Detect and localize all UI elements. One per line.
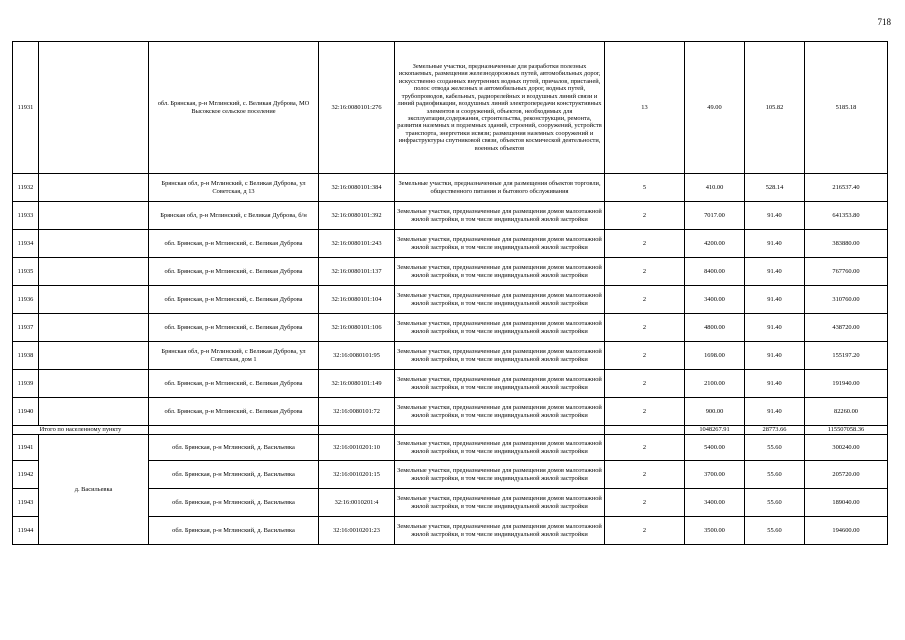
empty-cell — [39, 42, 149, 174]
cadastral-number-cell: 32:16:0080101:104 — [319, 286, 395, 314]
cadastral-number-cell: 32:16:0080101:149 — [319, 370, 395, 398]
usage-cell: Земельные участки, предназначенные для размещения домов малоэтажной жилой застройки, в том числе индивидуальной жилой застройки — [395, 435, 605, 461]
cadastral-number-cell: 32:16:0080101:276 — [319, 42, 395, 174]
row-number: 11940 — [13, 398, 39, 426]
empty-cell — [39, 202, 149, 230]
area-cell: 49.00 — [685, 42, 745, 174]
address-cell: обл. Брянская, р-н Мглинский, с. Великая Дуброва — [149, 370, 319, 398]
page-number: 718 — [877, 17, 891, 27]
group-cell: 2 — [605, 230, 685, 258]
area-cell: 5400.00 — [685, 435, 745, 461]
specific-value-cell: 55.60 — [745, 435, 805, 461]
specific-value-cell: 91.40 — [745, 202, 805, 230]
empty-cell — [39, 370, 149, 398]
table-row — [13, 286, 888, 314]
group-cell: 13 — [605, 42, 685, 174]
address-cell: Брянская обл, р-н Мглинский, с Великая Дуброва, б/н — [149, 202, 319, 230]
usage-cell: Земельные участки, предназначенные для размещения объектов торговли, общественного питания и бытового обслуживания — [395, 174, 605, 202]
address-cell: обл. Брянская, р-н Мглинский, д. Васильевка — [149, 517, 319, 545]
usage-cell: Земельные участки, предназначенные для размещения домов малоэтажной жилой застройки, в том числе индивидуальной жилой застройки — [395, 202, 605, 230]
empty-cell — [39, 258, 149, 286]
usage-cell: Земельные участки, предназначенные для размещения домов малоэтажной жилой застройки, в том числе индивидуальной жилой застройки — [395, 230, 605, 258]
row-number: 11935 — [13, 258, 39, 286]
specific-value-cell: 91.40 — [745, 286, 805, 314]
row-number: 11931 — [13, 42, 39, 174]
specific-value-cell: 91.40 — [745, 370, 805, 398]
empty-cell — [39, 342, 149, 370]
cadastral-number-cell: 32:16:0080101:72 — [319, 398, 395, 426]
area-cell: 2100.00 — [685, 370, 745, 398]
address-cell: обл. Брянская, р-н Мглинский, с. Великая Дуброва — [149, 398, 319, 426]
usage-cell: Земельные участки, предназначенные для размещения домов малоэтажной жилой застройки, в том числе индивидуальной жилой застройки — [395, 489, 605, 517]
table-row — [13, 230, 888, 258]
group-cell: 2 — [605, 370, 685, 398]
row-number: 11937 — [13, 314, 39, 342]
area-cell: 4200.00 — [685, 230, 745, 258]
cadastral-value-cell: 155197.20 — [805, 342, 888, 370]
cadastral-value-cell: 191940.00 — [805, 370, 888, 398]
total-specific-value-cell: 28773.66 — [745, 426, 805, 435]
specific-value-cell: 528.14 — [745, 174, 805, 202]
row-number: 11933 — [13, 202, 39, 230]
area-cell: 7017.00 — [685, 202, 745, 230]
usage-cell: Земельные участки, предназначенные для разработки полезных ископаемых, размещения железнодорожных путей, автомобильных дорог, искусственно созданных внутренних водных путей, причалов, пристаней, полос отвода железных и автомобильных дорог, водных путей, трубопроводов, кабельных, радиорелейных и воздушных линий связи и линий радиофикации, воздушных линий электропередачи конструктивных элементов и сооружений, объектов, необходимых для эксплуатации,содержания, строительства, реконструкции, ремонта, развития наземных и подземных зданий, строений, сооружений, устройств транспорта, энергетики исвязи; размещения наземных сооружений и инфраструктуры спутниковой связи, объектов космической деятельности, военных объектов — [395, 42, 605, 174]
specific-value-cell: 55.60 — [745, 461, 805, 489]
empty-cell — [39, 230, 149, 258]
table-row — [13, 202, 888, 230]
cadastral-value-cell: 216537.40 — [805, 174, 888, 202]
group-cell: 2 — [605, 202, 685, 230]
address-cell: обл. Брянская, р-н Мглинский, с. Великая Дуброва, МО Высокское сельское поселение — [149, 42, 319, 174]
total-area-cell: 1048267.91 — [685, 426, 745, 435]
table-row — [13, 435, 888, 461]
cadastral-value-cell: 82260.00 — [805, 398, 888, 426]
usage-cell: Земельные участки, предназначенные для размещения домов малоэтажной жилой застройки, в том числе индивидуальной жилой застройки — [395, 314, 605, 342]
group-cell: 2 — [605, 314, 685, 342]
empty-cell — [39, 398, 149, 426]
area-cell: 8400.00 — [685, 258, 745, 286]
group-cell: 2 — [605, 398, 685, 426]
cadastral-value-cell: 189040.00 — [805, 489, 888, 517]
usage-cell: Земельные участки, предназначенные для размещения домов малоэтажной жилой застройки, в том числе индивидуальной жилой застройки — [395, 286, 605, 314]
locality-label: д. Васильевка — [39, 435, 149, 545]
table-row — [13, 370, 888, 398]
cadastral-number-cell: 32:16:0080101:392 — [319, 202, 395, 230]
table-row — [13, 314, 888, 342]
specific-value-cell: 91.40 — [745, 258, 805, 286]
cadastral-number-cell: 32:16:0080101:137 — [319, 258, 395, 286]
address-cell: обл. Брянская, р-н Мглинский, д. Васильевка — [149, 489, 319, 517]
cadastral-number-cell: 32:16:0080101:106 — [319, 314, 395, 342]
area-cell: 3400.00 — [685, 286, 745, 314]
group-cell: 2 — [605, 461, 685, 489]
address-cell: обл. Брянская, р-н Мглинский, с. Великая Дуброва — [149, 230, 319, 258]
specific-value-cell: 55.60 — [745, 489, 805, 517]
empty-cell — [149, 426, 319, 435]
total-cadastral-value-cell: 115507058.36 — [805, 426, 888, 435]
row-number: 11936 — [13, 286, 39, 314]
cadastral-value-cell: 194600.00 — [805, 517, 888, 545]
table-row — [13, 342, 888, 370]
usage-cell: Земельные участки, предназначенные для размещения домов малоэтажной жилой застройки, в том числе индивидуальной жилой застройки — [395, 517, 605, 545]
usage-cell: Земельные участки, предназначенные для размещения домов малоэтажной жилой застройки, в том числе индивидуальной жилой застройки — [395, 342, 605, 370]
cadastral-number-cell: 32:16:0010201:15 — [319, 461, 395, 489]
address-cell: обл. Брянская, р-н Мглинский, д. Васильевка — [149, 435, 319, 461]
area-cell: 4800.00 — [685, 314, 745, 342]
total-label: Итого по населенному пункту — [13, 426, 149, 435]
address-cell: Брянская обл, р-н Мглинский, с Великая Дуброва, ул Советская, д 13 — [149, 174, 319, 202]
row-number: 11941 — [13, 435, 39, 461]
usage-cell: Земельные участки, предназначенные для размещения домов малоэтажной жилой застройки, в том числе индивидуальной жилой застройки — [395, 461, 605, 489]
specific-value-cell: 55.60 — [745, 517, 805, 545]
address-cell: обл. Брянская, р-н Мглинский, с. Великая Дуброва — [149, 314, 319, 342]
group-cell: 5 — [605, 174, 685, 202]
group-cell: 2 — [605, 342, 685, 370]
area-cell: 3700.00 — [685, 461, 745, 489]
usage-cell: Земельные участки, предназначенные для размещения домов малоэтажной жилой застройки, в том числе индивидуальной жилой застройки — [395, 370, 605, 398]
group-cell: 2 — [605, 517, 685, 545]
usage-cell: Земельные участки, предназначенные для размещения домов малоэтажной жилой застройки, в том числе индивидуальной жилой застройки — [395, 258, 605, 286]
area-cell: 410.00 — [685, 174, 745, 202]
cadastral-value-cell: 5185.18 — [805, 42, 888, 174]
address-cell: обл. Брянская, р-н Мглинский, с. Великая Дуброва — [149, 286, 319, 314]
cadastral-value-cell: 383880.00 — [805, 230, 888, 258]
row-number: 11938 — [13, 342, 39, 370]
area-cell: 900.00 — [685, 398, 745, 426]
group-cell: 2 — [605, 489, 685, 517]
address-cell: Брянская обл, р-н Мглинский, с Великая Дуброва, ул Советская, дом 1 — [149, 342, 319, 370]
cadastral-value-cell: 767760.00 — [805, 258, 888, 286]
cadastral-value-cell: 300240.00 — [805, 435, 888, 461]
table-row — [13, 42, 888, 174]
table-row — [13, 258, 888, 286]
specific-value-cell: 105.82 — [745, 42, 805, 174]
row-number: 11942 — [13, 461, 39, 489]
empty-cell — [39, 314, 149, 342]
cadastral-number-cell: 32:16:0010201:4 — [319, 489, 395, 517]
usage-cell: Земельные участки, предназначенные для размещения домов малоэтажной жилой застройки, в том числе индивидуальной жилой застройки — [395, 398, 605, 426]
address-cell: обл. Брянская, р-н Мглинский, с. Великая Дуброва — [149, 258, 319, 286]
row-number: 11939 — [13, 370, 39, 398]
area-cell: 1698.00 — [685, 342, 745, 370]
address-cell: обл. Брянская, р-н Мглинский, д. Васильевка — [149, 461, 319, 489]
total-row — [13, 426, 888, 435]
cadastral-number-cell: 32:16:0080101:384 — [319, 174, 395, 202]
specific-value-cell: 91.40 — [745, 314, 805, 342]
cadastral-value-cell: 205720.00 — [805, 461, 888, 489]
specific-value-cell: 91.40 — [745, 342, 805, 370]
cadastral-value-table — [12, 41, 888, 545]
empty-cell — [605, 426, 685, 435]
specific-value-cell: 91.40 — [745, 398, 805, 426]
row-number: 11932 — [13, 174, 39, 202]
area-cell: 3500.00 — [685, 517, 745, 545]
cadastral-value-cell: 641353.80 — [805, 202, 888, 230]
cadastral-number-cell: 32:16:0080101:243 — [319, 230, 395, 258]
group-cell: 2 — [605, 258, 685, 286]
cadastral-number-cell: 32:16:0010201:10 — [319, 435, 395, 461]
table-row — [13, 398, 888, 426]
cadastral-number-cell: 32:16:0010201:23 — [319, 517, 395, 545]
group-cell: 2 — [605, 286, 685, 314]
cadastral-value-cell: 438720.00 — [805, 314, 888, 342]
specific-value-cell: 91.40 — [745, 230, 805, 258]
empty-cell — [39, 286, 149, 314]
table-row — [13, 174, 888, 202]
row-number: 11934 — [13, 230, 39, 258]
row-number: 11943 — [13, 489, 39, 517]
cadastral-value-cell: 310760.00 — [805, 286, 888, 314]
empty-cell — [395, 426, 605, 435]
cadastral-number-cell: 32:16:0080101:95 — [319, 342, 395, 370]
row-number: 11944 — [13, 517, 39, 545]
empty-cell — [319, 426, 395, 435]
empty-cell — [39, 174, 149, 202]
group-cell: 2 — [605, 435, 685, 461]
area-cell: 3400.00 — [685, 489, 745, 517]
